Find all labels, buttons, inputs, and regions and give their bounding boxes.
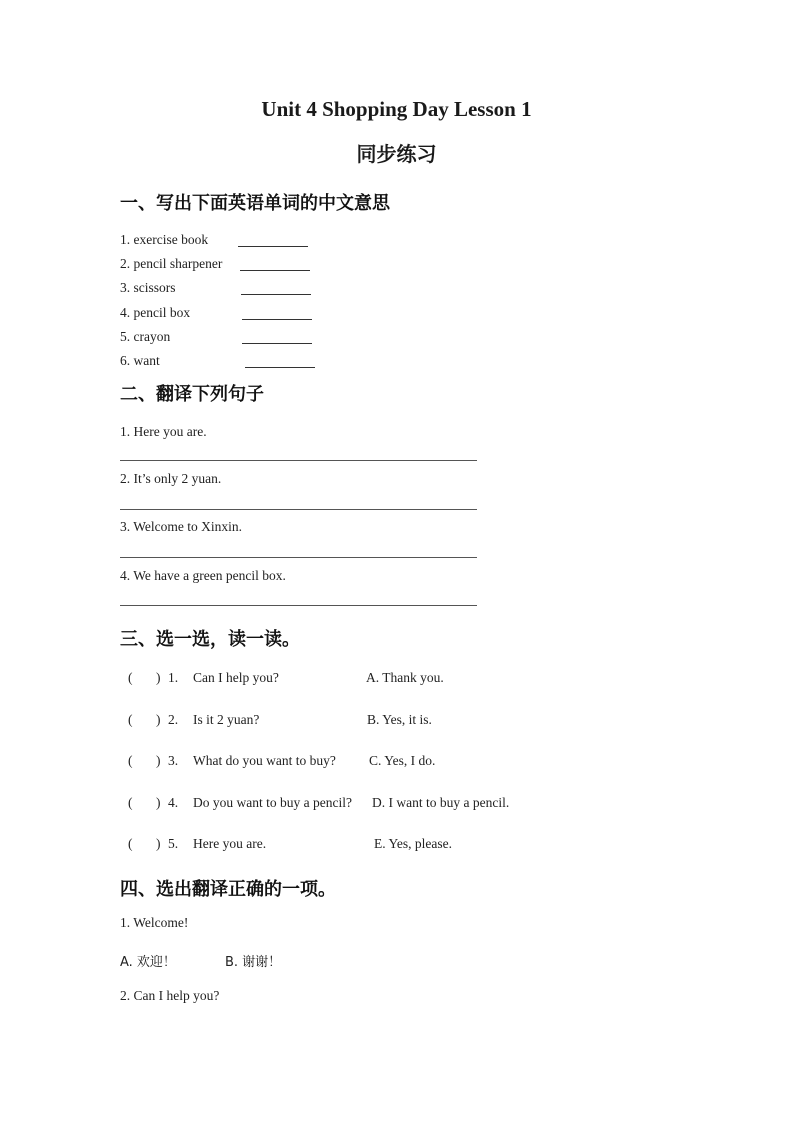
close-paren: ): [156, 670, 161, 685]
answer-blank-3[interactable]: [241, 294, 311, 295]
close-paren: ): [156, 795, 161, 810]
question-text: Do you want to buy a pencil?: [193, 795, 352, 810]
choice-question-1: 1. Welcome!: [120, 915, 189, 930]
vocab-item-2: 2. pencil sharpener: [120, 256, 223, 271]
choice-option-b[interactable]: B. 谢谢！: [225, 955, 282, 970]
sentence-item-4: 4. We have a green pencil box.: [120, 568, 286, 583]
answer-blank-2[interactable]: [240, 270, 310, 271]
sentence-item-1: 1. Here you are.: [120, 424, 207, 439]
translation-line-3[interactable]: [120, 557, 477, 558]
row-number: 2.: [168, 712, 179, 727]
close-paren: ): [156, 712, 161, 727]
page-title: Unit 4 Shopping Day Lesson 1: [261, 97, 532, 121]
open-paren: (: [128, 836, 133, 851]
open-paren: (: [128, 712, 133, 727]
close-paren: ): [156, 753, 161, 768]
question-text: Here you are.: [193, 836, 267, 851]
vocab-item-4: 4. pencil box: [120, 305, 191, 320]
translation-line-1[interactable]: [120, 460, 477, 461]
open-paren: (: [128, 753, 133, 768]
answer-option: E. Yes, please.: [374, 836, 452, 851]
vocab-item-5: 5. crayon: [120, 329, 171, 344]
row-number: 4.: [168, 795, 179, 810]
open-paren: (: [128, 670, 133, 685]
open-paren: (: [128, 795, 133, 810]
section-3-heading: 三、选一选，读一读。: [120, 629, 300, 650]
close-paren: ): [156, 836, 161, 851]
answer-blank-1[interactable]: [238, 246, 308, 247]
section-4-heading: 四、选出翻译正确的一项。: [120, 879, 336, 900]
answer-blank-5[interactable]: [242, 343, 312, 344]
row-number: 3.: [168, 753, 179, 768]
question-text: What do you want to buy?: [193, 753, 336, 768]
vocab-item-1: 1. exercise book: [120, 232, 209, 247]
choice-option-a[interactable]: A. 欢迎！: [120, 955, 176, 970]
answer-option: D. I want to buy a pencil.: [372, 795, 510, 810]
choice-question-2: 2. Can I help you?: [120, 988, 220, 1003]
row-number: 1.: [168, 670, 179, 685]
vocab-item-6: 6. want: [120, 353, 160, 368]
sentence-item-2: 2. It’s only 2 yuan.: [120, 471, 222, 486]
page-subtitle: 同步练习: [356, 142, 437, 166]
answer-blank-4[interactable]: [242, 319, 312, 320]
answer-option: B. Yes, it is.: [367, 712, 432, 727]
question-text: Is it 2 yuan?: [193, 712, 260, 727]
answer-blank-6[interactable]: [245, 367, 315, 368]
answer-option: A. Thank you.: [366, 670, 444, 685]
section-1-heading: 一、写出下面英语单词的中文意思: [120, 193, 390, 214]
question-text: Can I help you?: [193, 670, 279, 685]
sentence-item-3: 3. Welcome to Xinxin.: [120, 519, 243, 534]
answer-option: C. Yes, I do.: [369, 753, 436, 768]
translation-line-4[interactable]: [120, 605, 477, 606]
vocab-item-3: 3. scissors: [120, 280, 176, 295]
row-number: 5.: [168, 836, 179, 851]
translation-line-2[interactable]: [120, 509, 477, 510]
section-2-heading: 二、翻译下列句子: [120, 384, 264, 405]
